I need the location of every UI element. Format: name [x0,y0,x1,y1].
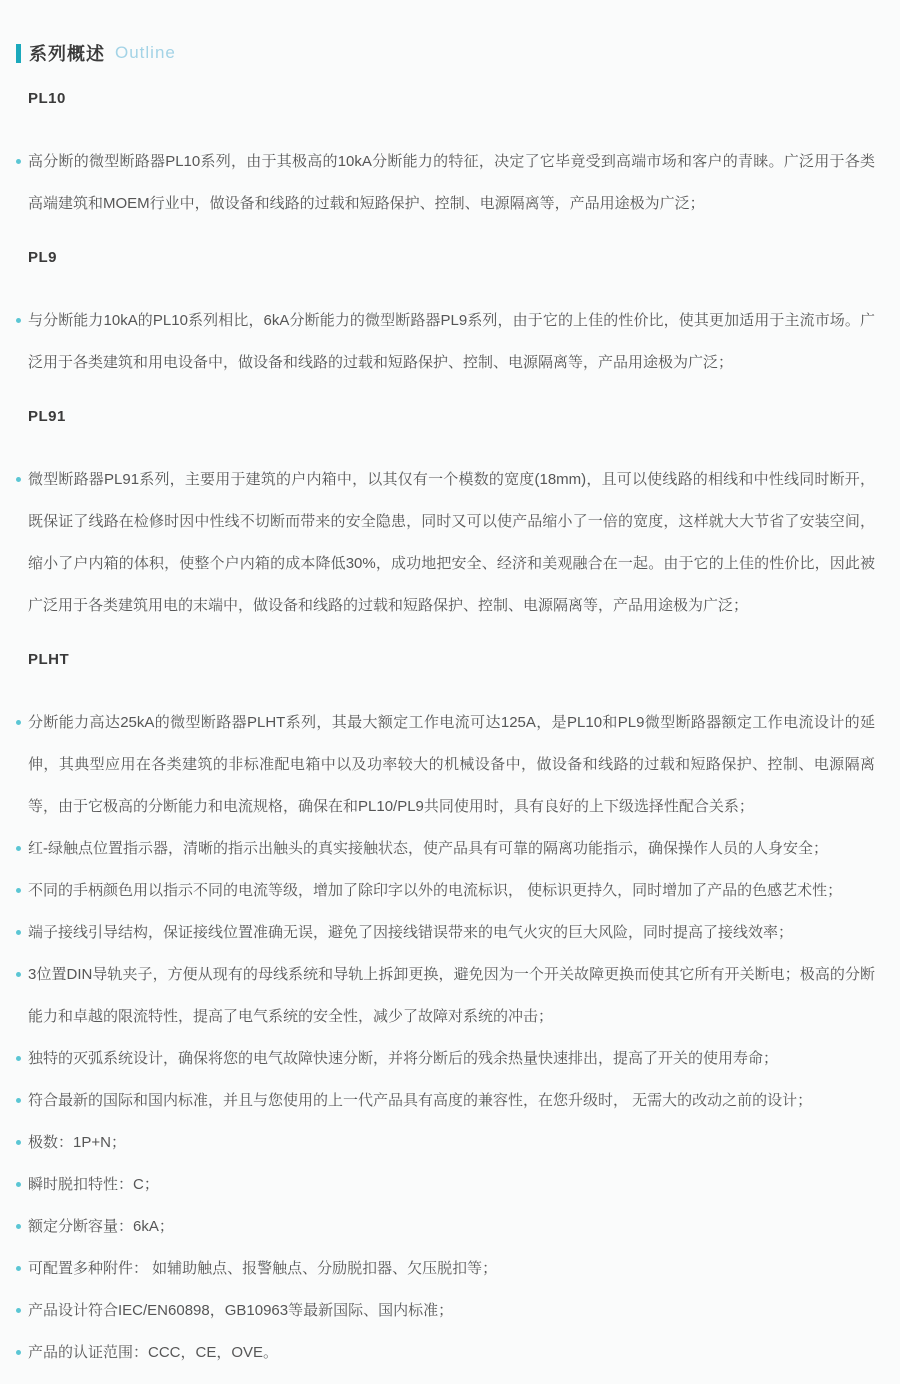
bullet-item [28,300,875,384]
bullet-icon [16,972,21,977]
page-subtitle: Outline [115,43,176,62]
bullet-item [28,459,875,627]
bullet-text: 微型断路器PL91系列，主要用于建筑的户内箱中，以其仅有一个模数的宽度(18mm)，且可以使线路的相线和中性线同时断开，既保证了线路在检修时因中性线不切断而带来的安全隐患，同时又可以使产品缩小了一倍的宽度，这样就大大节省了安装空间，缩小了户内箱的体积，使整个户内箱的成本降低30%，成功地把安全、经济和美观融合在一起。由于它的上佳的性价比，因此被广泛用于各类建筑用电的末端中，做设备和线路的过载和短路保护、控制、电源隔离等，产品用途极为广泛； [28,471,875,614]
bullet-icon [16,720,21,725]
bullet-item [28,1080,875,1122]
bullet-text: 3位置DIN导轨夹子，方便从现有的母线系统和导轨上拆卸更换，避免因为一个开关故障更换而使其它所有开关断电；极高的分断能力和卓越的限流特性，提高了电气系统的安全性，减少了故障对系统的冲击； [28,966,875,1025]
bullet-icon [16,1308,21,1313]
page-title: 系列概述 [29,44,105,64]
bullet-icon [16,159,21,164]
bullet-text: 高分断的微型断路器PL10系列，由于其极高的10kA分断能力的特征，决定了它毕竟受到高端市场和客户的青睐。广泛用于各类高端建筑和MOEM行业中，做设备和线路的过载和短路保护、控制、电源隔离等，产品用途极为广泛； [28,153,875,212]
bullet-item [28,1248,875,1290]
bullet-item [28,702,875,828]
page-header [16,40,875,66]
bullet-item [28,954,875,1038]
bullet-text: 不同的手柄颜色用以指示不同的电流等级，增加了除印字以外的电流标识， 使标识更持久，同时增加了产品的色感艺术性； [28,882,843,899]
bullet-text: 与分断能力10kA的PL10系列相比，6kA分断能力的微型断路器PL9系列，由于它的上佳的性价比，使其更加适用于主流市场。广泛用于各类建筑和用电设备中，做设备和线路的过载和短路保护、控制、电源隔离等，产品用途极为广泛； [28,312,875,371]
bullet-text: 端子接线引导结构，保证接线位置准确无误，避免了因接线错误带来的电气火灾的巨大风险，同时提高了接线效率； [28,924,794,941]
bullet-text: 可配置多种附件： 如辅助触点、报警触点、分励脱扣器、欠压脱扣等； [28,1260,498,1277]
bullet-item [28,1038,875,1080]
bullet-icon [16,1350,21,1355]
sections [28,90,875,1374]
section-heading-pl91: PL91 [28,408,66,425]
bullet-text: 符合最新的国际和国内标准，并且与您使用的上一代产品具有高度的兼容性，在您升级时， 无需大的改动之前的设计； [28,1092,813,1109]
section-heading-pl10: PL10 [28,90,66,107]
bullet-text: 产品设计符合IEC/EN60898，GB10963等最新国际、国内标准； [28,1302,454,1319]
bullet-item [28,912,875,954]
bullet-text: 分断能力高达25kA的微型断路器PLHT系列，其最大额定工作电流可达125A，是PL10和PL9微型断路器额定工作电流设计的延伸，其典型应用在各类建筑的非标准配电箱中以及功率较大的机械设备中，做设备和线路的过载和短路保护、控制、电源隔离等，由于它极高的分断能力和电流规格，确保在和PL10/PL9共同使用时，具有良好的上下级选择性配合关系； [28,714,875,815]
bullet-icon [16,846,21,851]
bullet-text: 瞬时脱扣特性：C； [28,1176,159,1193]
bullet-item [28,828,875,870]
bullet-item [28,141,875,225]
bullet-icon [16,477,21,482]
bullet-item [28,1332,875,1374]
bullet-icon [16,930,21,935]
section-heading-plht: PLHT [28,651,70,668]
bullet-text: 额定分断容量：6kA； [28,1218,174,1235]
bullet-icon [16,1182,21,1187]
bullet-text: 独特的灭弧系统设计，确保将您的电气故障快速分断，并将分断后的残余热量快速排出，提高了开关的使用寿命； [28,1050,779,1067]
bullet-item [28,1206,875,1248]
bullet-text: 产品的认证范围：CCC，CE，OVE。 [28,1344,279,1361]
bullet-list [28,300,875,384]
bullet-item [28,1122,875,1164]
bullet-icon [16,1056,21,1061]
bullet-item [28,1290,875,1332]
bullet-item [28,870,875,912]
section-heading-pl9: PL9 [28,249,58,266]
bullet-icon [16,1266,21,1271]
bullet-text: 红-绿触点位置指示器，清晰的指示出触头的真实接触状态，使产品具有可靠的隔离功能指示，确保操作人员的人身安全； [28,840,829,857]
bullet-item [28,1164,875,1206]
bullet-icon [16,1140,21,1145]
bullet-list [28,459,875,627]
bullet-icon [16,1098,21,1103]
bullet-icon [16,888,21,893]
bullet-text: 极数：1P+N； [28,1134,126,1151]
bullet-icon [16,318,21,323]
bullet-list [28,141,875,225]
bullet-icon [16,1224,21,1229]
bullet-list [28,702,875,1374]
accent-bar-icon [16,44,21,63]
